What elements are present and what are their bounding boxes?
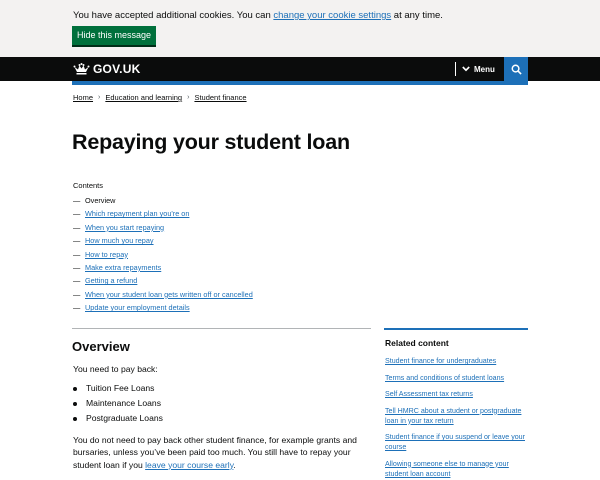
menu-label: Menu bbox=[474, 64, 495, 74]
contents-item: — Update your employment details bbox=[73, 303, 253, 316]
cookie-banner bbox=[0, 0, 600, 57]
contents-item: — How to repay bbox=[73, 250, 253, 263]
contents-list bbox=[73, 196, 253, 317]
header-accent-bar bbox=[72, 81, 528, 85]
chevron-right-icon: › bbox=[187, 94, 190, 101]
overview-heading: Overview bbox=[72, 339, 130, 354]
page-title: Repaying your student loan bbox=[72, 130, 350, 154]
overview-paragraph: You do not need to pay back other student finance, for example grants and bursaries, unless you’ve been paid too much. You still have to repay your student loan if you leave your course early. bbox=[73, 435, 357, 470]
list-item bbox=[385, 356, 531, 366]
contents-link[interactable]: How much you repay bbox=[85, 236, 154, 246]
loan-list bbox=[73, 381, 163, 426]
contents-item: — Which repayment plan you're on bbox=[73, 209, 253, 222]
breadcrumb-student-finance[interactable]: Student finance bbox=[194, 93, 247, 102]
menu-button[interactable] bbox=[462, 62, 495, 76]
section-divider bbox=[72, 328, 371, 329]
related-link[interactable]: Student finance for undergraduates bbox=[385, 357, 497, 365]
contents-link[interactable]: Make extra repayments bbox=[85, 262, 162, 272]
related-link[interactable]: Allowing someone else to manage your student loan account bbox=[385, 459, 509, 478]
list-item: Tuition Fee Loans bbox=[73, 381, 163, 396]
contents-heading: Contents bbox=[73, 181, 104, 190]
list-item bbox=[385, 459, 531, 479]
contents-item: — Make extra repayments bbox=[73, 263, 253, 276]
contents-link[interactable]: Update your employment details bbox=[85, 303, 190, 313]
related-divider bbox=[384, 328, 528, 330]
cookie-settings-link[interactable]: change your cookie settings bbox=[273, 10, 392, 21]
related-links bbox=[385, 356, 531, 480]
bullet bbox=[73, 387, 77, 391]
list-item bbox=[385, 406, 531, 426]
breadcrumb bbox=[73, 93, 247, 102]
related-content-heading: Related content bbox=[385, 338, 449, 348]
header-divider bbox=[455, 62, 456, 76]
cookie-message: You have accepted additional cookies. You can change your cookie settings at any time. bbox=[73, 10, 443, 21]
contents-item: — Getting a refund bbox=[73, 276, 253, 289]
chevron-down-icon bbox=[462, 66, 470, 72]
list-item bbox=[385, 432, 531, 452]
bullet bbox=[73, 417, 77, 421]
bullet bbox=[73, 402, 77, 406]
list-item: Maintenance Loans bbox=[73, 396, 163, 411]
hide-cookie-message-button[interactable]: Hide this message bbox=[72, 26, 156, 45]
contents-item: — When you start repaying bbox=[73, 223, 253, 236]
contents-link[interactable]: When you start repaying bbox=[85, 222, 165, 232]
list-item bbox=[385, 373, 531, 383]
related-link[interactable]: Tell HMRC about a student or postgraduate loan in your tax return bbox=[385, 406, 522, 425]
govuk-logo[interactable] bbox=[73, 61, 140, 77]
contents-link[interactable]: How to repay bbox=[85, 249, 128, 259]
search-icon bbox=[511, 64, 522, 75]
list-item: Postgraduate Loans bbox=[73, 411, 163, 426]
search-button[interactable] bbox=[504, 57, 528, 81]
breadcrumb-education[interactable]: Education and learning bbox=[105, 93, 183, 102]
contents-item: — When your student loan gets written off or cancelled bbox=[73, 290, 253, 303]
chevron-right-icon: › bbox=[98, 94, 101, 101]
contents-link[interactable]: Getting a refund bbox=[85, 276, 138, 286]
overview-intro: You need to pay back: bbox=[73, 364, 158, 374]
contents-link[interactable]: Which repayment plan you're on bbox=[85, 209, 190, 219]
contents-item: — Overview bbox=[73, 196, 116, 205]
breadcrumb-home[interactable]: Home bbox=[73, 93, 94, 102]
contents-link[interactable]: When your student loan gets written off or cancelled bbox=[85, 289, 253, 299]
logo-text: GOV.UK bbox=[93, 62, 141, 76]
crown-icon bbox=[73, 63, 90, 75]
related-link[interactable]: Terms and conditions of student loans bbox=[385, 373, 505, 382]
list-item bbox=[385, 389, 531, 399]
related-link[interactable]: Self Assessment tax returns bbox=[385, 390, 473, 398]
contents-item: — How much you repay bbox=[73, 236, 253, 249]
leave-course-early-link[interactable]: leave your course early bbox=[145, 459, 234, 470]
related-link[interactable]: Student finance if you suspend or leave your course bbox=[385, 433, 525, 451]
